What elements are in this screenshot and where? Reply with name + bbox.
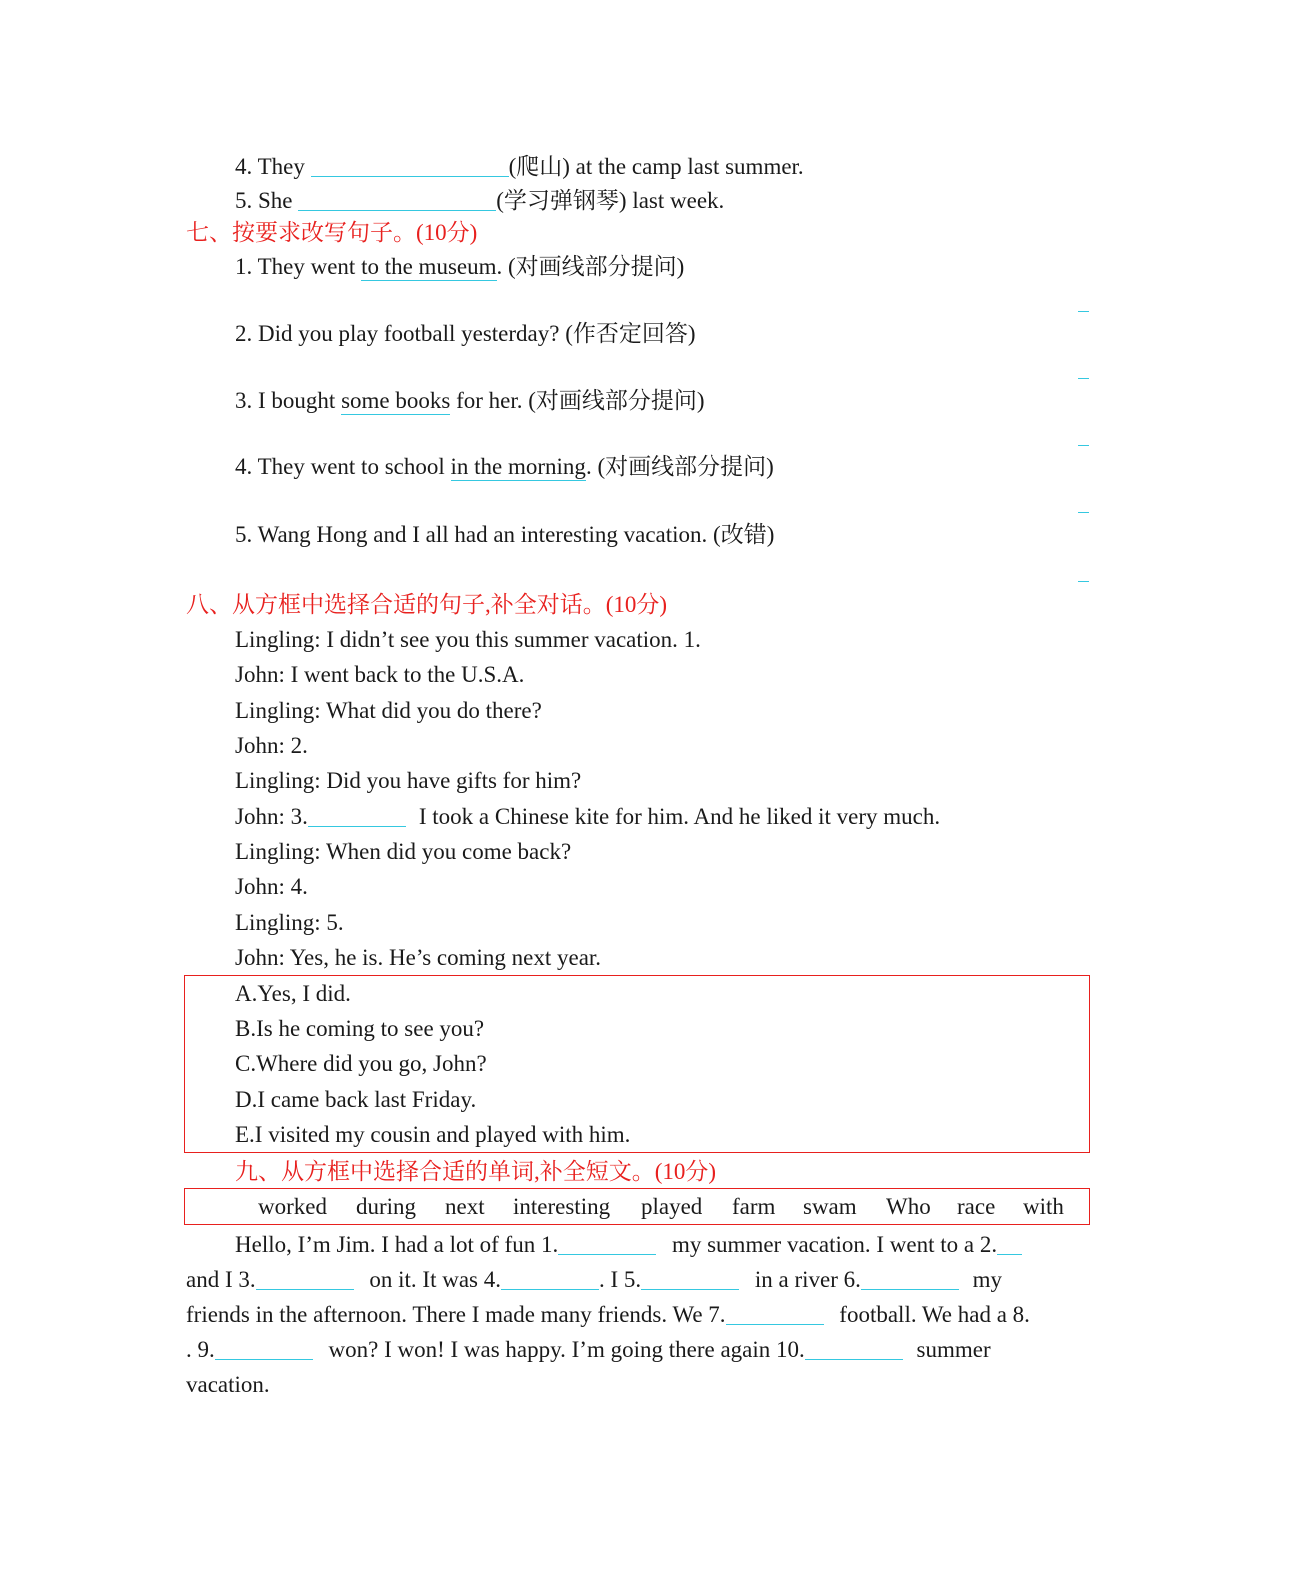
s7-question-2: 2. Did you play football yesterday? (作否定回答): [235, 321, 696, 346]
dialog-line: Lingling: I didn’t see you this summer vacation. 1.: [235, 627, 701, 652]
dialog-line: Lingling: When did you come back?: [235, 839, 572, 864]
s6-question-4: 4. They (爬山) at the camp last summer.: [235, 154, 804, 179]
dialog-line: Lingling: What did you do there?: [235, 698, 542, 723]
dialog-line: Lingling: Did you have gifts for him?: [235, 768, 582, 793]
word-bank-item: race: [957, 1194, 996, 1219]
dialog-line: Lingling: 5.: [235, 910, 344, 935]
word-bank-item: with: [1023, 1194, 1064, 1219]
word-bank-item: farm: [732, 1194, 776, 1219]
answer-blank-9[interactable]: [215, 1337, 313, 1360]
answer-blank-10[interactable]: [805, 1337, 903, 1360]
s6-question-5: 5. She (学习弹钢琴) last week.: [235, 188, 725, 213]
option-e: E.I visited my cousin and played with him.: [235, 1122, 631, 1147]
word-bank-item: played: [641, 1194, 703, 1219]
passage-line-3: friends in the afternoon. There I made many friends. We 7. football. We had a 8.: [186, 1302, 1030, 1327]
word-bank-item: during: [356, 1194, 417, 1219]
section-8-title: 八、从方框中选择合适的句子,补全对话。(10分): [186, 592, 668, 617]
answer-blank[interactable]: [298, 188, 496, 211]
answer-blank-4[interactable]: [501, 1267, 599, 1290]
passage-line-4: . 9. won? I won! I was happy. I’m going there again 10. summer: [186, 1337, 991, 1362]
option-b: B.Is he coming to see you?: [235, 1016, 485, 1041]
option-d: D.I came back last Friday.: [235, 1087, 477, 1112]
answer-blank-2[interactable]: [997, 1232, 1022, 1255]
passage-line-5: vacation.: [186, 1372, 270, 1397]
answer-blank-3[interactable]: [256, 1267, 354, 1290]
passage-line-2: and I 3. on it. It was 4. . I 5. in a river 6. my: [186, 1267, 1003, 1292]
answer-line-end[interactable]: [1078, 378, 1089, 379]
answer-line-end[interactable]: [1078, 581, 1089, 582]
s7-question-3: 3. I bought some books for her. (对画线部分提问): [235, 388, 705, 413]
dialog-line: John: 4.: [235, 874, 308, 899]
answer-line-end[interactable]: [1078, 512, 1089, 513]
section-9-title: 九、从方框中选择合适的单词,补全短文。(10分): [235, 1159, 717, 1184]
passage-line-1: Hello, I’m Jim. I had a lot of fun 1. my summer vacation. I went to a 2.: [235, 1230, 1022, 1260]
underlined-phrase: in the morning: [450, 454, 586, 479]
answer-blank-5[interactable]: [641, 1267, 739, 1290]
word-bank-item: next: [445, 1194, 485, 1219]
dialog-line: John: 2.: [235, 733, 308, 758]
underlined-phrase: to the museum: [361, 254, 497, 279]
option-c: C.Where did you go, John?: [235, 1051, 487, 1076]
section-7-title: 七、按要求改写句子。(10分): [186, 220, 478, 245]
answer-blank[interactable]: [311, 154, 509, 177]
dialog-line: John: 3. I took a Chinese kite for him. And he liked it very much.: [235, 804, 941, 829]
answer-line-end[interactable]: [1078, 311, 1089, 312]
answer-blank-6[interactable]: [861, 1267, 959, 1290]
word-bank-item: Who: [886, 1194, 931, 1219]
answer-blank-1[interactable]: [558, 1232, 656, 1255]
underlined-phrase: some books: [341, 388, 451, 413]
s7-question-5: 5. Wang Hong and I all had an interesting vacation. (改错): [235, 522, 775, 547]
dialog-line: John: I went back to the U.S.A.: [235, 662, 525, 687]
word-bank-item: swam: [803, 1194, 857, 1219]
dialog-line: John: Yes, he is. He’s coming next year.: [235, 945, 602, 970]
answer-blank[interactable]: [308, 804, 406, 827]
s7-question-1: 1. They went to the museum. (对画线部分提问): [235, 254, 685, 279]
option-a: A.Yes, I did.: [235, 981, 351, 1006]
s7-question-4: 4. They went to school in the morning. (对画线部分提问): [235, 454, 774, 479]
word-bank-item: interesting: [513, 1194, 611, 1219]
answer-line-end[interactable]: [1078, 445, 1089, 446]
word-bank-item: worked: [258, 1194, 327, 1219]
answer-blank-7[interactable]: [726, 1302, 824, 1325]
